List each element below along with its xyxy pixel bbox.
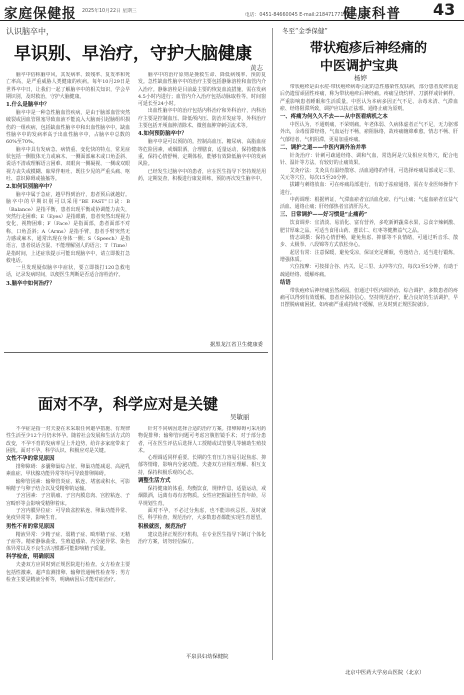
paragraph: 中药调理：根据辨证，气滞血瘀者宜活血化瘀、行气止痛；气虚血瘀者宜益气活血、通络止痛；肝经郁热者宜清肝泻火。	[280, 196, 458, 211]
tcm-headline-line-1: 带状疱疹后神经痛的	[310, 41, 428, 56]
paragraph: 子宫内膜异位症：可导致盆腔粘连、卵巢功能异常、免疫异常等，影响生育。	[6, 507, 130, 522]
subheading: 调整生活方式	[138, 478, 171, 485]
paragraph: 不孕症是指一对夫妻在未采取任何避孕措施、有规律性生活至少12个月仍未怀孕。随着社会发展和生活方式的改变，不孕不育的发病率呈上升趋势，给许多家庭带来了困扰。面对不孕，科学认识、积极应对是关键。	[6, 426, 130, 454]
paragraph: 脑卒中是可以预防的。控制高血压、糖尿病、高脂血症等危险因素，戒烟限酒，合理膳食，适量运动，保持健康体重，保持心情舒畅，定期体检，能够有效降低脑卒中的发病风险。	[138, 139, 266, 168]
essay-author: 吴敏丽	[230, 413, 250, 421]
tcm-source: 北京中医药大学房山医院（北京）	[345, 670, 425, 676]
subheading: 二、调护之道——中医内调外治并举	[280, 145, 367, 152]
paragraph: 脑卒中是一种急性脑血管疾病，是由于脑部血管突然破裂或因血管阻塞导致血液不能流入大脑而引起脑组织损伤的一组疾病，包括缺血性脑卒中和出血性脑卒中。缺血性脑卒中的发病率高于出血性脑卒中，占脑卒中总数的60%至70%。	[6, 110, 130, 146]
paragraph: 起居有常：注意保暖，避免受凉，保证充足睡眠，劳逸结合，适当进行锻炼，增强体质。	[280, 249, 458, 263]
tcm-author: 杨婷	[354, 74, 367, 82]
subheading: 积极就医，规范治疗	[138, 523, 187, 530]
column-divider	[272, 28, 273, 660]
paragraph: 针对不同病因选择合适的治疗方案。排卵障碍可采用药物促排卵；输卵管问题可考虑宫腹腔镜手术；对于部分患者，可在医生评估后选择人工授精或试管婴儿等辅助生殖技术。	[138, 426, 266, 454]
tcm-kicker: 冬至“金季保健”	[282, 27, 328, 35]
subheading: 男性不育的常见原因	[6, 523, 55, 530]
subheading: 3.脑卒中如何治疗？	[6, 280, 55, 287]
paragraph: 夫妻双方应同时到正规医院进行检查。女方检查主要包括性激素、超声监测排卵、输卵管通畅性检查等；男方检查主要是精液分析等，明确病因后才能对症治疗。	[6, 562, 130, 584]
paragraph: 艾灸疗法：艾灸具有温经散寒、活血通络的作用，可选择疼痛局部或足三里、关元等穴位，每次15至20分钟。	[280, 167, 458, 181]
contact-info: 电话：0451-84660045 E-mail:2184717718@qq.com	[245, 13, 370, 18]
paragraph: 情志调摄：保持心情舒畅，避免焦虑、抑郁等不良情绪，可通过听音乐、散步、太极拳、八段锦等方式放松身心。	[280, 235, 458, 249]
paragraph: 精液异常：少精子症、弱精子症、畸形精子症、无精子症等。精索静脉曲张、生殖道感染、内分泌异常、染色体异常以及不良生活习惯都可能影响精子质量。	[6, 531, 130, 553]
section-title-left: 家庭保健报	[4, 6, 77, 22]
article-source: 据黑龙江省卫生健康委	[210, 342, 263, 348]
paragraph: 脑卒中属于急症，越早得到治疗，患者预后就越好。脑卒中的早期识别可以采用“BE FAST”口诀：B（Balance）是指平衡，患者出现平衡或协调能力丧失，突然行走困难；E（Eyes）是指眼睛，患者突然出现视力变化，视物困难；F（Face）是指面部，患者面部不对称，口角歪斜；A（Arms）是指手臂，患者手臂突然无力感或麻木，通常出现在身体一侧；S（Speech）是指语言，患者说话含混、不能理解别人的语言；T（Time）是指时间，上述症状提示可能出现脑卒中，请立即拨打急救电话。	[6, 192, 130, 264]
paragraph: 输卵管因素：输卵管炎症、粘连、堵塞或积水，可影响精子与卵子结合以及受精卵的运输。	[6, 478, 130, 493]
subheading: 一、疼痛为何久久不去——从中医看病机之本	[280, 114, 388, 121]
tcm-body	[280, 84, 458, 656]
paragraph: 子宫因素：子宫肌瘤、子宫内膜息肉、宫腔粘连、子宫畸形等会影响受精卵着床。	[6, 493, 130, 507]
article-column-1	[6, 72, 130, 350]
subheading: 三、日常调护——好习惯是“止痛药”	[280, 212, 368, 219]
issue-date: 2025年10月22日 星期三	[82, 9, 137, 14]
paragraph: 穴位按摩：可按揉合谷、内关、足三里、太冲等穴位，每次3至5分钟，有助于疏通经络、缓解疼痛。	[280, 264, 458, 278]
subheading: 科学检查，明确原因	[6, 554, 55, 561]
paragraph: 一旦发现疑似脑卒中症状，要立即拨打120急救电话，记录发病时间，以便医生判断是否适合溶栓治疗。	[6, 265, 130, 279]
article-kicker: 认识脑卒中，	[6, 27, 54, 36]
paragraph: 脑卒中的治疗原则是挽救生命、降低病残率、预防复发。急性缺血性脑卒中的治疗主要包括静脉溶栓和血管内介入治疗。静脉溶栓是目前最主要的恢复血流措施，需在发病4.5小时内进行；血管内介入治疗包括动脉取栓等，时间窗可延长至24小时。	[138, 72, 266, 108]
section-rule	[4, 352, 268, 353]
subheading: 4.如何预防脑卒中？	[138, 131, 187, 138]
subheading: 女性不孕的常见原因	[6, 456, 55, 463]
paragraph: 饮食调养：宜清淡、易消化、富有营养，多吃新鲜蔬菜水果，忌食辛辣刺激、肥甘厚味之品。可适当食用山药、薏苡仁、红枣等健脾益气之品。	[280, 220, 458, 234]
paragraph: 中医认为，不通则痛，不荣则痛。年老体弱、久病体虚者正气不足，无力驱邪外出，余毒留滞经络，气血运行不畅，瘀阻脉络，故疼痛缠绵难愈。情志不畅、肝气郁结者，气机阻滞，更易加重疼痛。	[280, 122, 458, 143]
article-column-2	[138, 72, 266, 334]
subheading: 2.如何识别脑卒中？	[6, 184, 55, 191]
page-number: 43	[433, 0, 456, 19]
paragraph: 面对不孕，不必过分焦虑，也不能讳疾忌医。及时就医，科学检查，规范治疗，大多数患者都能实现生育愿望。	[138, 507, 266, 522]
paragraph: 排卵障碍：多囊卵巢综合征、卵巢功能减退、高泌乳素血症、甲状腺功能异常等均可导致排卵障碍。	[6, 464, 130, 478]
section-title-right: 健康科普	[343, 6, 401, 22]
essay-headline: 面对不孕，科学应对是关键	[38, 395, 219, 413]
paragraph: 出血性脑卒中的治疗包括内科治疗和外科治疗，内科治疗主要是控制血压、降低颅内压、防治并发症等，外科治疗主要包括开颅血肿清除术、微创血肿穿刺引流术等。	[138, 108, 266, 130]
paragraph: 拔罐与刺络放血：可在疼痛局部进行，有助于祛瘀通络，需在专业医师操作下进行。	[280, 182, 458, 196]
paragraph: 心理调适同样重要。长期的生育压力容易引起焦虑、抑郁等情绪，影响内分泌功能。夫妻双方应相互理解、相互支持，保持积极乐观的心态。	[138, 455, 266, 476]
essay-column-2	[138, 426, 266, 648]
paragraph: 带状疱疹是由水痘-带状疱疹病毒引起的急性感染性皮肤病，部分患者皮疹消退后仍遗留顽固性疼痛，称为带状疱疹后神经痛。疼痛呈烧灼样、刀割样或针刺样，严重影响患者睡眠和生活质量。中医认为本病多因正气不足、余毒未清、气滞血瘀、经络阻滞所致，调护应以扶正祛邪、通络止痛为原则。	[280, 84, 458, 112]
paragraph: 带状疱疹后神经痛虽然顽固，但通过中医内调外治、综合调护，多数患者的疼痛可以得到有效缓解。患者应保持信心，坚持规范治疗，配合良好的生活调护，早日摆脱病痛困扰。如疼痛严重或持续不缓解，应及时到正规医院就诊。	[280, 287, 458, 309]
article-author: 黄志	[250, 64, 263, 72]
paragraph: 脑卒中具有发病急、病情重、变化快的特点，常见症状包括一侧肢体无力或麻木、一侧面部麻木或口角歪斜、说话不清或理解语言困难、双眼向一侧凝视、一侧或双眼视力丧失或模糊、眩晕伴呕吐、既往少见的严重头痛、呕吐、意识障碍或抽搐等。	[6, 146, 130, 182]
paragraph: 保持健康的体重，均衡饮食，规律作息，适量运动，戒烟限酒，远离有毒有害物质。女性应把握最佳生育年龄，尽早规划生育。	[138, 486, 266, 507]
essay-column-1	[6, 426, 130, 660]
subheading: 结语	[280, 279, 291, 286]
paragraph: 脑卒中俗称脑中风，其发病率、致残率、复发率和死亡率高，是严重威胁人类健康的疾病。每年10月29日是世界卒中日，让我们一起了解脑卒中的相关知识，学会早期识别，及时救治，守护大脑健康。	[6, 72, 130, 100]
page-header	[0, 0, 464, 21]
paragraph: 建议选择正规医疗机构，在专业医生指导下制订个体化治疗方案，切勿轻信偏方。	[138, 531, 266, 545]
essay-source: 平泉县妇幼保健院	[186, 654, 229, 660]
tcm-headline-line-2: 中医调护宝典	[320, 59, 399, 74]
paragraph: 针灸治疗：针刺可疏通经络、调和气血，常选阿是穴及相应夹脊穴，配合电针、温针等方法，有较好的止痛效果。	[280, 153, 458, 167]
paragraph: 已经发生过脑卒中的患者，应在医生指导下坚持规范用药，定期复查，积极进行康复训练，预防再次发生脑卒中。	[138, 168, 266, 182]
article-headline: 早识别、早治疗，守护大脑健康	[14, 44, 252, 64]
subheading: 1.什么是脑卒中？	[6, 102, 50, 109]
